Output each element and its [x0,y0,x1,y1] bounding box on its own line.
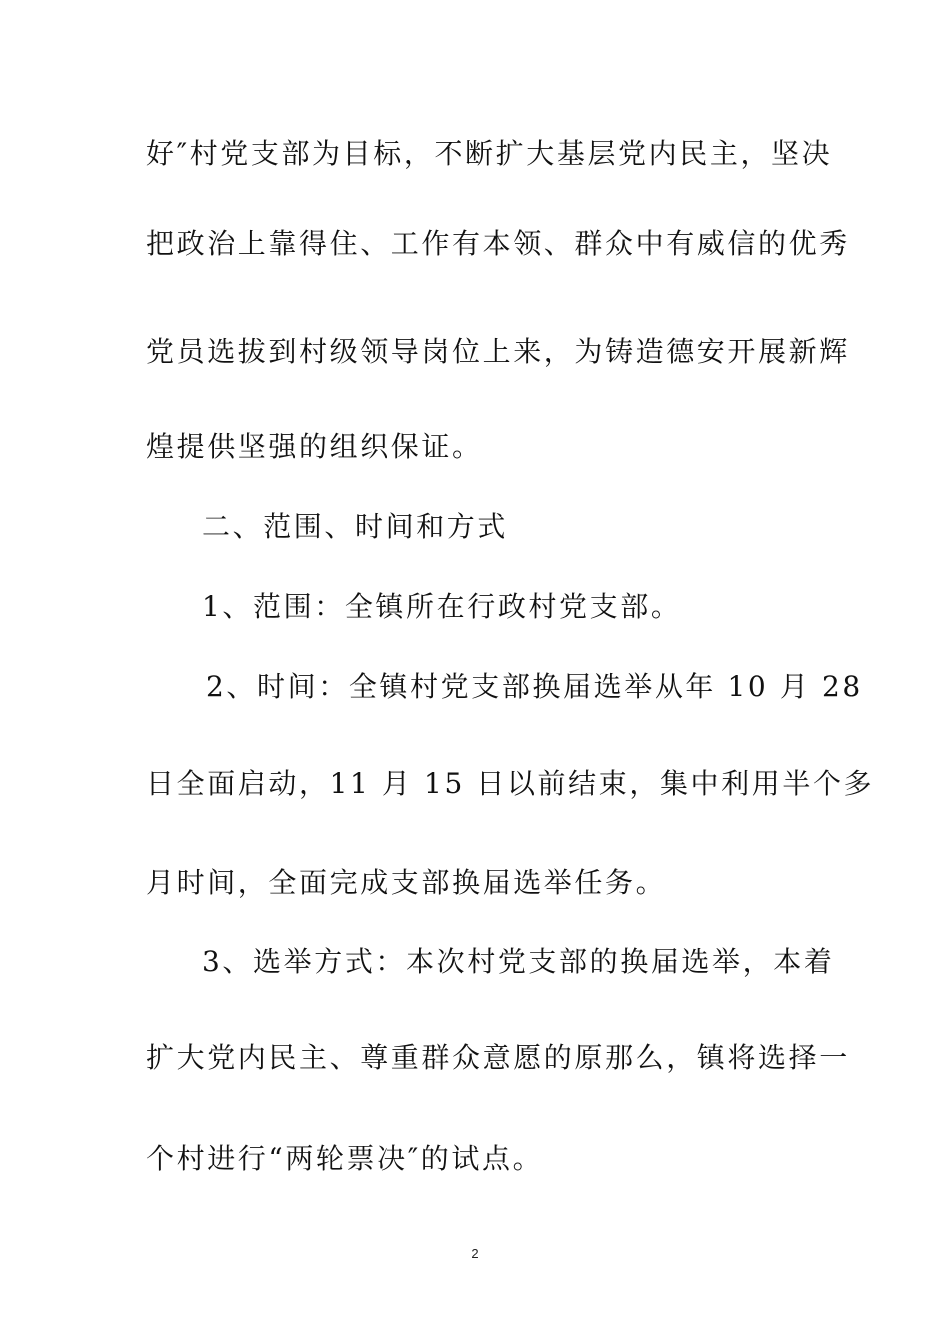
time-item-line-1: 2、时间：全镇村党支部换届选举从年 10 月 28 [206,670,863,703]
paragraph-line-3: 党员选拔到村级领导岗位上来，为铸造德安开展新辉 [146,335,850,368]
page-number: 2 [471,1246,479,1261]
method-item-line-1: 3、选举方式：本次村党支部的换届选举，本着 [202,945,835,978]
paragraph-line-1: 好″村党支部为目标，不断扩大基层党内民主，坚决 [146,137,833,170]
paragraph-line-4: 煌提供坚强的组织保证。 [146,430,483,463]
section-heading: 二、范围、时间和方式 [202,510,509,543]
paragraph-line-2: 把政治上靠得住、工作有本领、群众中有威信的优秀 [146,227,850,260]
time-item-line-3: 月时间，全面完成支部换届选举任务。 [146,866,667,899]
time-item-line-2: 日全面启动，11 月 15 日以前结束，集中利用半个多 [146,767,875,800]
scope-item: 1、范围：全镇所在行政村党支部。 [202,590,682,623]
method-item-line-2: 扩大党内民主、尊重群众意愿的原那么，镇将选择一 [146,1041,850,1074]
method-item-line-3: 个村进行“两轮票决″的试点。 [146,1142,544,1175]
